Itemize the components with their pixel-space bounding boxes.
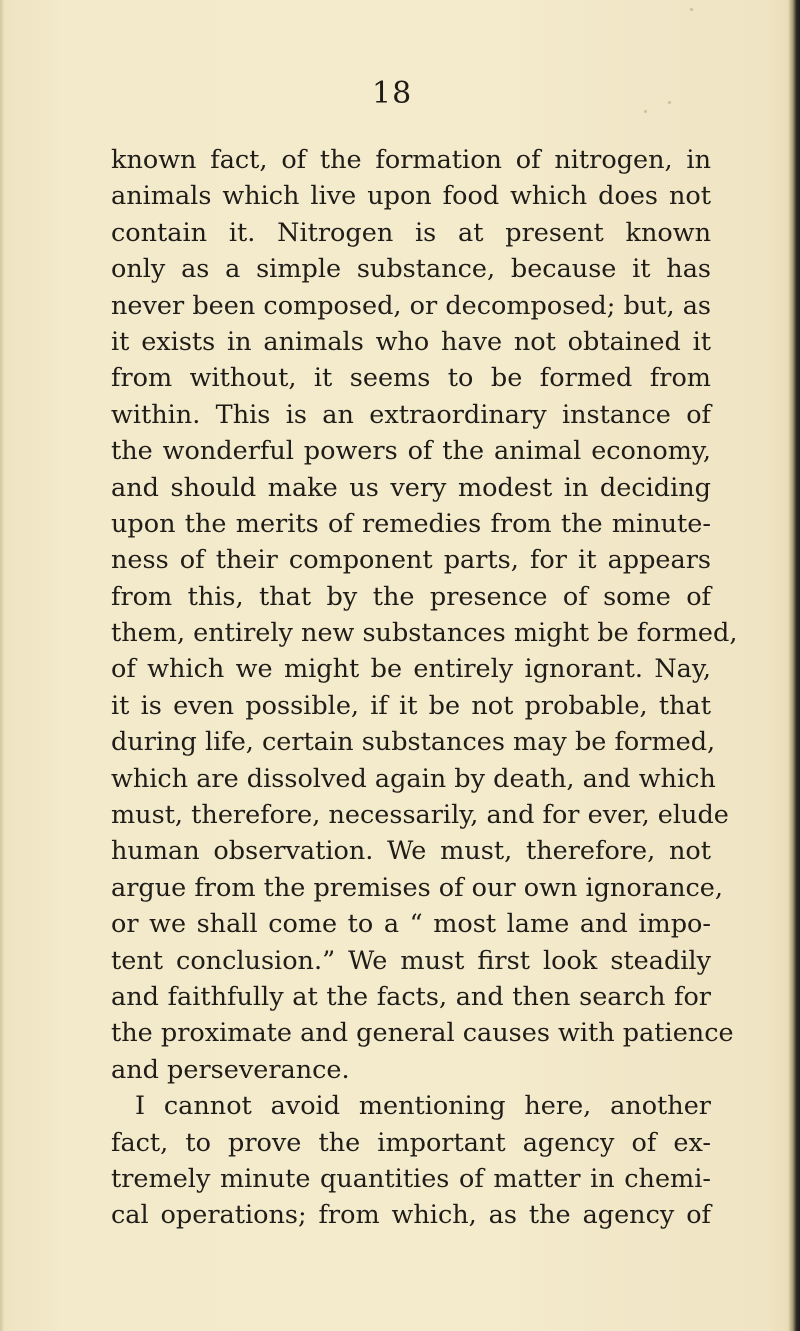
text-line: during life, certain substances may be formed, <box>111 727 716 758</box>
text-line: and faithfully at the facts, and then search for <box>111 981 711 1012</box>
text-line: fact, to prove the important agency of ex- <box>111 1127 711 1158</box>
page-left-edge <box>0 0 4 1331</box>
text-line: animals which live upon food which does not <box>111 181 711 212</box>
text-line: the wonderful powers of the animal economy, <box>111 436 711 467</box>
text-line: or we shall come to a “ most lame and impo- <box>111 909 711 940</box>
paper-fleck <box>668 101 671 104</box>
text-line: tremely minute quantities of matter in chemi- <box>111 1163 711 1194</box>
text-line: the proximate and general causes with patience <box>111 1018 734 1049</box>
text-line: upon the merits of remedies from the minute- <box>111 508 711 539</box>
text-line: within. This is an extraordinary instance of <box>111 399 711 430</box>
page-right-edge-shadow <box>788 0 800 1331</box>
text-line: it exists in animals who have not obtained it <box>111 326 711 357</box>
text-line: cal operations; from which, as the agency of <box>111 1200 711 1231</box>
text-line: which are dissolved again by death, and which <box>111 763 716 794</box>
text-line: argue from the premises of our own ignorance, <box>111 872 723 903</box>
paper-fleck <box>690 8 693 11</box>
body-text <box>111 142 738 1234</box>
text-line: contain it. Nitrogen is at present known <box>111 217 711 248</box>
text-line: from without, it seems to be formed from <box>111 363 711 394</box>
text-line: known fact, of the formation of nitrogen, in <box>111 145 711 175</box>
text-line: human observation. We must, therefore, not <box>111 836 711 867</box>
text-line: never been composed, or decomposed; but, as <box>111 290 711 321</box>
text-line: them, entirely new substances might be formed, <box>111 618 738 649</box>
paragraph-start-line: I cannot avoid mentioning here, another <box>135 1091 711 1122</box>
paragraph-end-line: and perseverance. <box>111 1054 350 1085</box>
text-line: must, therefore, necessarily, and for ever, elude <box>111 800 729 831</box>
text-line: ness of their component parts, for it appears <box>111 545 711 576</box>
paper-fleck <box>644 110 647 113</box>
text-line: tent conclusion.” We must first look steadily <box>111 945 711 976</box>
page-number: 18 <box>372 76 413 111</box>
text-line: only as a simple substance, because it has <box>111 254 711 285</box>
text-line: from this, that by the presence of some of <box>111 581 711 612</box>
text-line: of which we might be entirely ignorant. Nay, <box>111 654 711 685</box>
text-line: it is even possible, if it be not probable, that <box>111 690 711 721</box>
text-line: and should make us very modest in deciding <box>111 472 711 503</box>
